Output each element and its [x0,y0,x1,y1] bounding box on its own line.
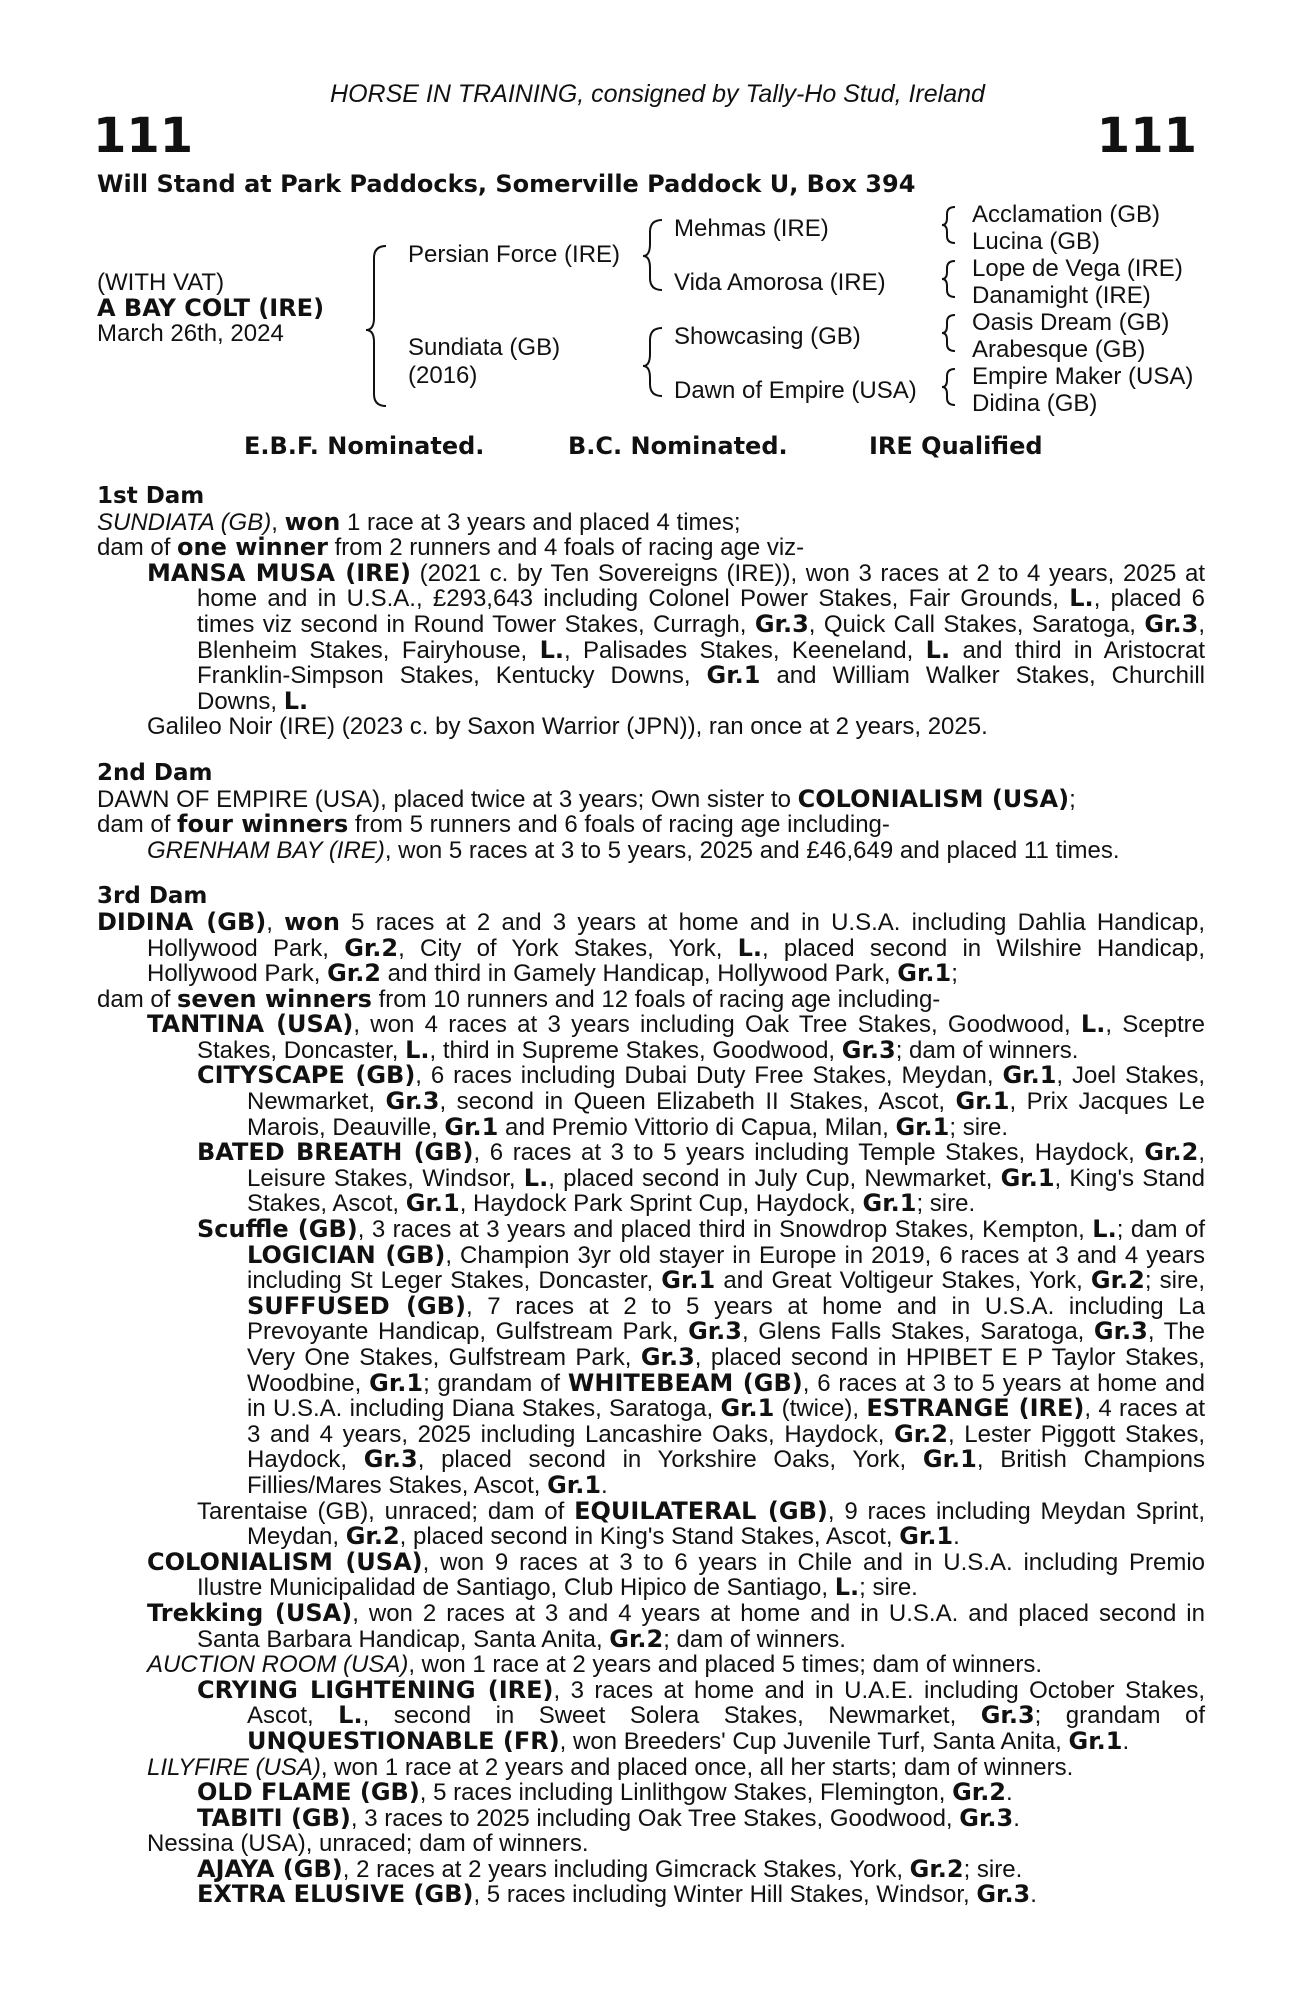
bc-nominated: B.C. Nominated. [568,432,788,460]
offspring-crying-lightening: CRYING LIGHTENING (IRE), 3 races at home and in U.A.E. including October Stakes, Ascot, L., second in Sweet Solera Stakes, Newmarket, Gr.3; grandam of UNQUESTIONABLE (FR), won Breeders' Cup Juvenile Turf, Santa Anita, Gr.1. [197,1675,1206,1755]
horse-name: A BAY COLT (IRE) [97,293,325,322]
offspring-extra-elusive: EXTRA ELUSIVE (GB), 5 races including Winter Hill Stakes, Windsor, Gr.3. [197,1880,1037,1909]
main-brace [366,246,386,406]
offspring-galileo-noir: Galileo Noir (IRE) (2023 c. by Saxon Warrior (JPN)), ran once at 2 years, 2025. [147,713,988,741]
consignment-heading: HORSE IN TRAINING, consigned by Tally-Ho Stud, Ireland [330,80,985,108]
offspring-ajaya: AJAYA (GB), 2 races at 2 years including Gimcrack Stakes, York, Gr.2; sire. [197,1854,1023,1883]
brace-showcasing [942,315,955,351]
first-dam-heading: 1st Dam [97,483,205,509]
offspring-grenham-bay: GRENHAM BAY (IRE), won 5 races at 3 to 5 years, 2025 and £46,649 and placed 11 times. [147,836,1120,864]
first-dam-record: SUNDIATA (GB), won 1 race at 3 years and placed 4 times; [97,507,741,536]
pedigree-dds: Empire Maker (USA) [972,363,1194,390]
lot-number-right: 111 [1096,108,1197,164]
offspring-cityscape: CITYSCAPE (GB), 6 races including Dubai Duty Free Stakes, Meydan, Gr.1, Joel Stakes, Newmarket, Gr.3, second in Queen Elizabeth II Stakes, Ascot, Gr.1, Prix Jacques Le Marois, Deauville, Gr.1 and Premio Vittorio di Capua, Milan, Gr.1; sire. [197,1061,1205,1141]
offspring-nessina: Nessina (USA), unraced; dam of winners. [147,1830,589,1858]
pedigree-ssd: Lucina (GB) [972,228,1101,255]
stand-location: Will Stand at Park Paddocks, Somerville Paddock U, Box 394 [97,170,916,198]
offspring-scuffle: Scuffle (GB), 3 races at 3 years and placed third in Snowdrop Stakes, Kempton, L.; dam of LOGICIAN (GB), Champion 3yr old stayer in Europe in 2019, 6 races at 3 and 4 years including St Leger Stakes, Doncaster, Gr.1 and Great Voltigeur Stakes, York, Gr.2; sire, SUFFUSED (GB), 7 races at 2 to 5 years at home and in U.S.A. including La Prevoyante Handicap, Gulfstream Park, Gr.3, Glens Falls Stakes, Saratoga, Gr.3, The Very One Stakes, Gulfstream Park, Gr.3, placed second in HPIBET E P Taylor Stakes, Woodbine, Gr.1; grandam of WHITEBEAM (GB), 6 races at 3 to 5 years at home and in U.S.A. including Diana Stakes, Saratoga, Gr.1 (twice), ESTRANGE (IRE), 4 races at 3 and 4 years, 2025 including Lancashire Oaks, Haydock, Gr.2, Lester Piggott Stakes, Haydock, Gr.3, placed second in Yorkshire Oaks, York, Gr.1, British Champions Fillies/Mares Stakes, Ascot, Gr.1. [197,1215,1206,1499]
offspring-tarentaise: Tarentaise (GB), unraced; dam of EQUILATERAL (GB), 9 races including Meydan Sprint, Meydan, Gr.2, placed second in King's Stand Stakes, Ascot, Gr.1. [197,1496,1206,1551]
pedigree-sire-dam: Vida Amorosa (IRE) [674,269,886,296]
foaling-date: March 26th, 2024 [97,320,284,348]
offspring-tabiti: TABITI (GB), 3 races to 2025 including Oak Tree Stakes, Goodwood, Gr.3. [197,1803,1020,1832]
pedigree-dam-dam: Dawn of Empire (USA) [674,377,917,404]
offspring-lilyfire: LILYFIRE (USA), won 1 race at 2 years and placed once, all her starts; dam of winners. [147,1753,1074,1781]
brace-vida [942,261,955,297]
offspring-auction-room: AUCTION ROOM (USA), won 1 race at 2 years and placed 5 times; dam of winners. [147,1651,1042,1679]
sire-brace [643,220,662,290]
vat-label: (WITH VAT) [97,269,225,296]
pedigree-dsd: Arabesque (GB) [972,336,1146,363]
offspring-tantina: TANTINA (USA), won 4 races at 3 years including Oak Tree Stakes, Goodwood, L., Sceptre Stakes, Doncaster, L., third in Supreme Stakes, Goodwood, Gr.3; dam of winners. [147,1010,1205,1064]
pedigree-dss: Oasis Dream (GB) [972,309,1170,336]
brace-dawn [942,369,955,405]
second-dam-produce: dam of four winners from 5 runners and 6 foals of racing age including- [97,810,890,839]
pedigree-sire: Persian Force (IRE) [408,241,621,268]
pedigree-ddd: Didina (GB) [972,390,1098,417]
offspring-old-flame: OLD FLAME (GB), 5 races including Linlithgow Stakes, Flemington, Gr.2. [197,1778,1013,1807]
offspring-bated-breath: BATED BREATH (GB), 6 races at 3 to 5 years including Temple Stakes, Haydock, Gr.2, Leisure Stakes, Windsor, L., placed second in July Cup, Newmarket, Gr.1, King's Stand Stakes, Ascot, Gr.1, Haydock Park Sprint Cup, Haydock, Gr.1; sire. [197,1138,1206,1218]
pedigree-sds: Lope de Vega (IRE) [972,255,1183,282]
third-dam-heading: 3rd Dam [97,883,208,910]
pedigree-dam-year: (2016) [408,362,478,389]
pedigree-sss: Acclamation (GB) [972,201,1161,228]
ebf-nominated: E.B.F. Nominated. [244,432,485,460]
pedigree-sdd: Danamight (IRE) [972,282,1151,309]
offspring-colonialism: COLONIALISM (USA), won 9 races at 3 to 6 years in Chile and in U.S.A. including Premio Ilustre Municipalidad de Santiago, Club Hipico de Santiago, L.; sire. [147,1547,1205,1602]
pedigree-dam: Sundiata (GB) [408,334,561,361]
ire-qualified: IRE Qualified [869,432,1043,460]
offspring-trekking: Trekking (USA), won 2 races at 3 and 4 years at home and in U.S.A. and placed second in Santa Barbara Handicap, Santa Anita, Gr.2; dam of winners. [147,1598,1205,1653]
brace-mehmas [942,207,955,243]
third-dam-record: DIDINA (GB), won 5 races at 2 and 3 years at home and in U.S.A. including Dahlia Handicap, Hollywood Park, Gr.2, City of York Stakes, York, L., placed second in Wilshire Handicap, Hollywood Park, Gr.2 and third in Gamely Handicap, Hollywood Park, Gr.1; [97,907,1206,988]
second-dam-heading: 2nd Dam [97,759,213,786]
offspring-mansa-musa: MANSA MUSA (IRE) (2021 c. by Ten Sovereigns (IRE)), won 3 races at 2 to 4 years, 2025 at home and in U.S.A., £293,643 including Colonel Power Stakes, Fair Grounds, L., placed 6 times viz second in Round Tower Stakes, Curragh, Gr.3, Quick Call Stakes, Saratoga, Gr.3, Blenheim Stakes, Fairyhouse, L., Palisades Stakes, Keeneland, L. and third in Aristocrat Franklin-Simpson Stakes, Kentucky Downs, Gr.1 and William Walker Stakes, Churchill Downs, L. [147,558,1205,715]
third-dam-produce: dam of seven winners from 10 runners and 12 foals of racing age including- [97,984,941,1013]
dam-brace [643,328,662,396]
lot-number-left: 111 [93,108,194,164]
pedigree-sire-sire: Mehmas (IRE) [674,215,829,242]
catalogue-body [97,484,1205,1908]
pedigree-dam-sire: Showcasing (GB) [674,323,861,350]
second-dam-record: DAWN OF EMPIRE (USA), placed twice at 3 years; Own sister to COLONIALISM (USA); [97,784,1076,813]
first-dam-produce: dam of one winner from 2 runners and 4 foals of racing age viz- [97,533,805,562]
